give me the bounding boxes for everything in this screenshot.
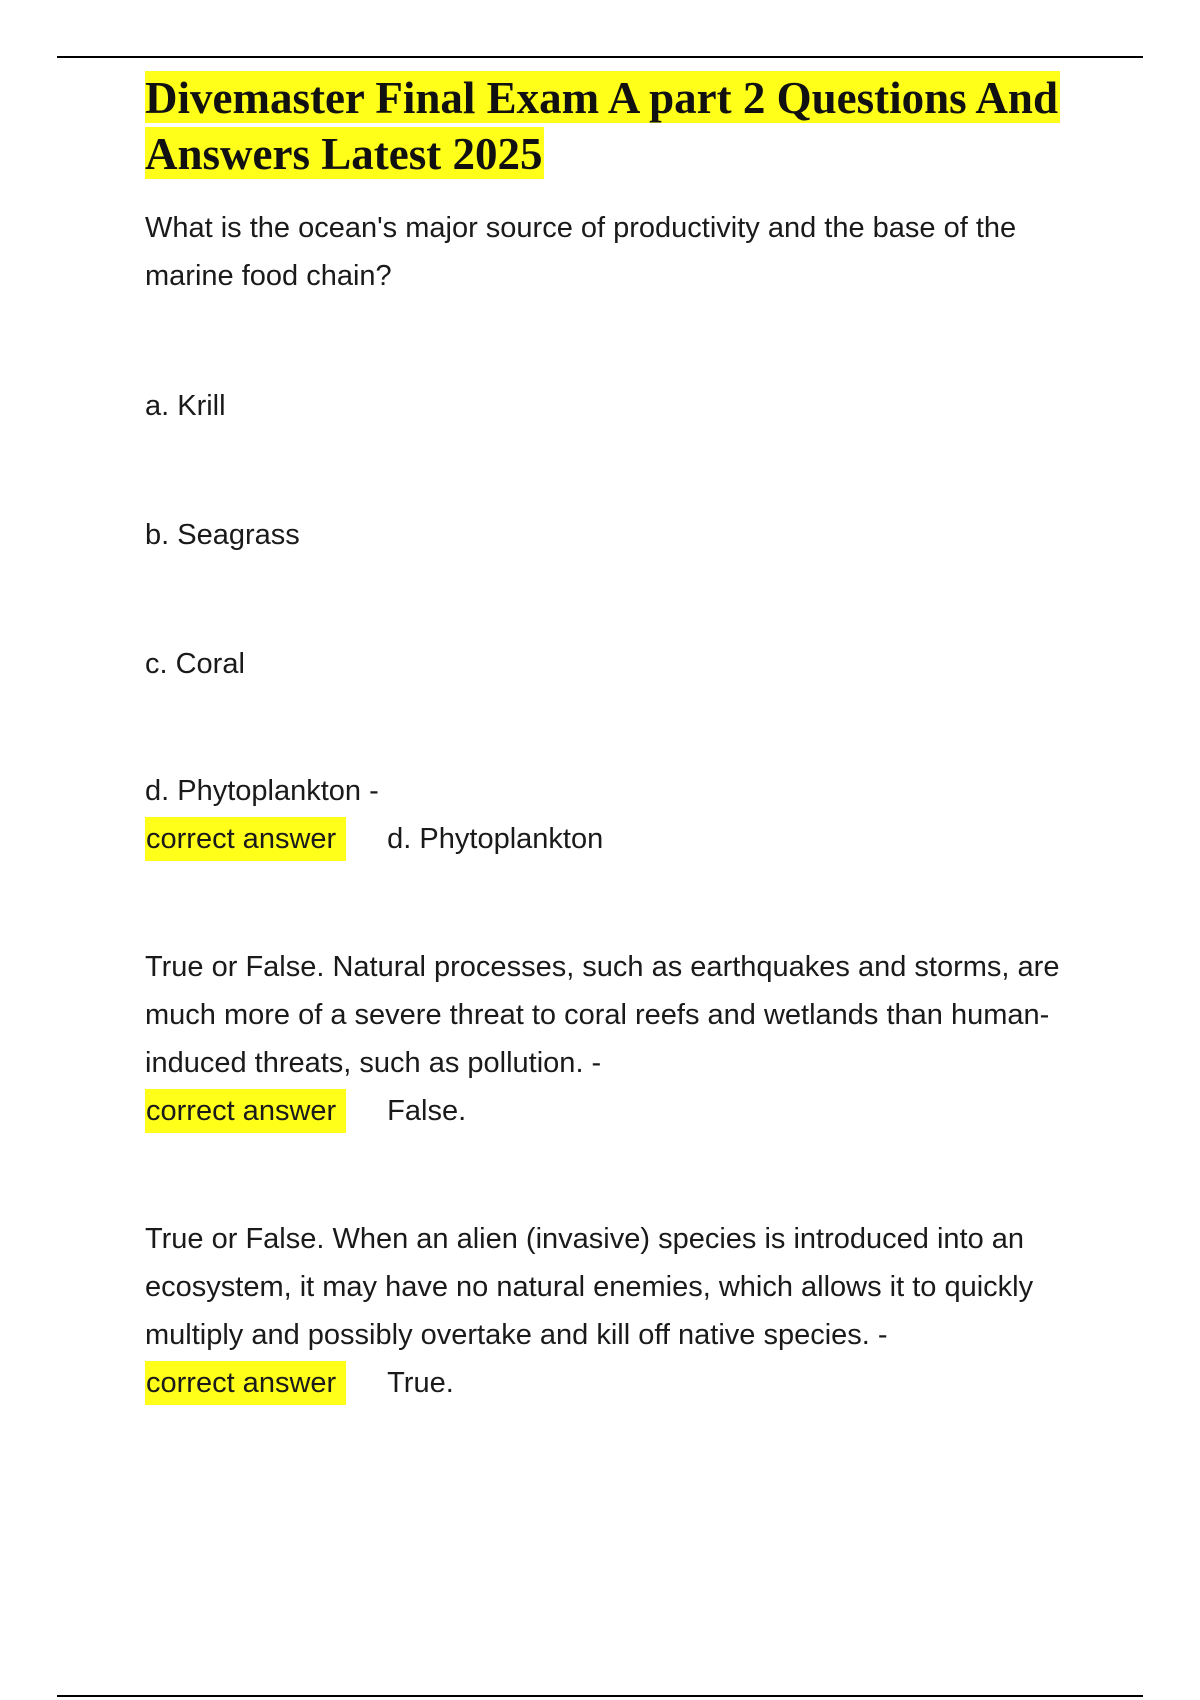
answer-row [145,815,1095,863]
question-block-2 [145,943,1095,1135]
question-text: True or False. When an alien (invasive) species is introduced into an ecosystem, it may have no natural enemies, which allows it to quickly multiply and possibly overtake and kill off native species. - [145,1223,1034,1351]
answer-row [145,1087,1095,1135]
answer-value: d. Phytoplankton [387,823,604,855]
document-title [145,70,1095,182]
correct-answer-label: correct answer [145,817,346,861]
correct-answer-label: correct answer [145,1089,346,1133]
bottom-rule [57,1695,1143,1697]
option-c: c. Coral [145,648,245,680]
option-a: a. Krill [145,390,226,422]
question-block-1 [145,204,1095,863]
question-block-3 [145,1215,1095,1407]
answer-row [145,1359,1095,1407]
top-rule [57,56,1143,58]
option-d: d. Phytoplankton - [145,775,379,807]
answer-value: True. [387,1367,454,1399]
answer-value: False. [387,1095,467,1127]
page-content [145,70,1095,1407]
question-text: True or False. Natural processes, such as earthquakes and storms, are much more of a severe threat to coral reefs and wetlands than human-induced threats, such as pollution. - [145,951,1060,1079]
correct-answer-label: correct answer [145,1361,346,1405]
question-text: What is the ocean's major source of productivity and the base of the marine food chain? [145,212,1017,292]
option-b: b. Seagrass [145,519,300,551]
title-highlight: Divemaster Final Exam A part 2 Questions And Answers Latest 2025 [145,73,1058,179]
